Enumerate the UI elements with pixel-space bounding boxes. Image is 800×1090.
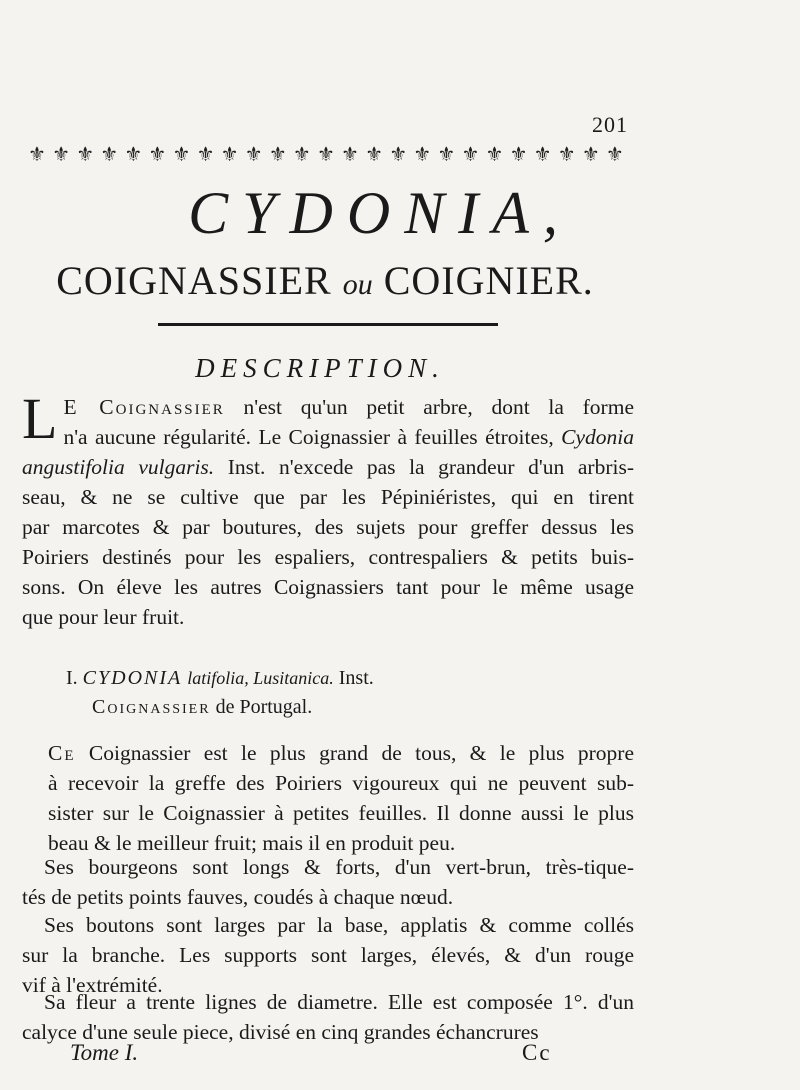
text-line <box>22 882 634 912</box>
fleur-de-lis-icon: ⚜ <box>196 142 215 166</box>
species-genus: CYDONIA <box>82 667 183 689</box>
text-run: Coignassier est le plus grand de tous, & le plus propre <box>75 741 634 765</box>
fleur-de-lis-icon: ⚜ <box>365 142 384 166</box>
fleur-de-lis-icon: ⚜ <box>100 142 119 166</box>
text-line <box>22 482 634 512</box>
fleur-de-lis-icon: ⚜ <box>581 142 600 166</box>
text-line <box>22 512 634 542</box>
text-run: beau & le meilleur fruit; mais il en produit peu. <box>48 831 456 855</box>
paragraph-5 <box>22 987 634 1047</box>
text-line <box>48 768 634 798</box>
subtitle-conjunction: ou <box>342 268 373 301</box>
text-line <box>22 542 634 572</box>
text-run: sur la branche. Les supports sont larges, élevés, & d'un rouge <box>22 943 634 967</box>
text-run: par marcotes & par boutures, des sujets pour greffer dessus les <box>22 515 634 539</box>
fleur-de-lis-icon: ⚜ <box>461 142 480 166</box>
fleur-de-lis-icon: ⚜ <box>316 142 335 166</box>
species-number: I. <box>66 667 78 689</box>
text-run: Poiriers destinés pour les espaliers, contrespaliers & petits buis- <box>22 545 634 569</box>
species-french-rest: de Portugal. <box>215 696 313 718</box>
fleur-de-lis-icon: ⚜ <box>28 142 46 166</box>
fleur-de-lis-icon: ⚜ <box>509 142 528 166</box>
text-line <box>22 852 634 882</box>
subtitle-left: COIGNASSIER <box>56 258 332 303</box>
fleur-de-lis-icon: ⚜ <box>389 142 408 166</box>
species-inst: Inst. <box>338 667 374 689</box>
page-number: 201 <box>592 112 628 137</box>
section-heading: DESCRIPTION. <box>195 353 445 383</box>
fleur-de-lis-icon: ⚜ <box>437 142 456 166</box>
text-run: que pour leur fruit. <box>22 605 185 629</box>
text-line <box>22 602 634 632</box>
species-epithet: latifolia, Lusitanica. <box>187 668 334 688</box>
fleur-de-lis-icon: ⚜ <box>124 142 143 166</box>
text-run: angustifolia vulgaris. <box>22 455 215 479</box>
text-run: calyce d'une seule piece, divisé en cinq grandes échancrures <box>22 1020 539 1044</box>
paragraph-2 <box>48 738 634 858</box>
fleur-de-lis-icon: ⚜ <box>148 142 167 166</box>
fleur-de-lis-icon: ⚜ <box>220 142 239 166</box>
text-line <box>22 452 634 482</box>
text-run: à recevoir la greffe des Poiriers vigoureux qui ne peuvent sub- <box>48 771 634 795</box>
drop-cap: L <box>22 386 58 451</box>
species-french-line <box>92 693 652 721</box>
text-run: E Coignassier <box>63 395 225 419</box>
text-run: Sa fleur a trente lignes de diametre. Elle est composée 1°. d'un <box>44 990 634 1014</box>
text-run: Ses bourgeons sont longs & forts, d'un vert-brun, très-tique- <box>44 855 634 879</box>
text-run: Ses boutons sont larges par la base, applatis & comme collés <box>44 913 634 937</box>
subtitle-right: COIGNIER. <box>383 258 594 303</box>
text-line <box>48 738 634 768</box>
text-run: n'est qu'un petit arbre, dont la forme <box>224 395 634 419</box>
text-run: Inst. n'excede pas la grandeur d'un arbris- <box>214 455 634 479</box>
fleur-de-lis-icon: ⚜ <box>268 142 287 166</box>
text-run: vif à l'extrémité. <box>22 973 163 997</box>
paragraph-3 <box>22 852 634 912</box>
fleur-de-lis-icon: ⚜ <box>292 142 311 166</box>
fleur-de-lis-icon: ⚜ <box>172 142 191 166</box>
intro-paragraph <box>22 386 634 632</box>
fleur-de-lis-icon: ⚜ <box>244 142 263 166</box>
page-subtitle <box>0 254 650 312</box>
fleur-de-lis-icon: ⚜ <box>557 142 576 166</box>
text-line <box>63 392 634 422</box>
fleur-de-lis-icon: ⚜ <box>605 142 624 166</box>
fleur-de-lis-icon: ⚜ <box>76 142 95 166</box>
species-french-name: Coignassier <box>92 696 211 718</box>
text-line <box>22 987 634 1017</box>
fleur-de-lis-icon: ⚜ <box>533 142 552 166</box>
text-line <box>22 940 634 970</box>
text-line <box>63 422 634 452</box>
footer-signature: Cc <box>522 1040 552 1065</box>
text-line <box>22 572 634 602</box>
text-run: seau, & ne se cultive que par les Pépiniéristes, qui en tirent <box>22 485 634 509</box>
fleur-de-lis-icon: ⚜ <box>341 142 359 166</box>
species-latin-line <box>66 664 626 692</box>
text-line <box>48 798 634 828</box>
text-run: tés de petits points fauves, coudés à chaque nœud. <box>22 885 454 909</box>
text-run: Ce <box>48 741 76 765</box>
title-rule <box>158 323 498 326</box>
fleur-de-lis-icon: ⚜ <box>52 142 71 166</box>
ornamental-border <box>26 140 626 168</box>
footer-volume: Tome I. <box>70 1040 139 1065</box>
page-title: CYDONIA, <box>188 180 572 246</box>
text-run: n'a aucune régularité. Le Coignassier à feuilles étroites, <box>63 425 562 449</box>
text-run: sister sur le Coignassier à petites feuilles. Il donne aussi le plus <box>48 801 634 825</box>
fleur-de-lis-icon: ⚜ <box>413 142 432 166</box>
fleur-de-lis-icon: ⚜ <box>485 142 504 166</box>
text-run: sons. On éleve les autres Coignassiers tant pour le même usage <box>22 575 634 599</box>
text-run: Cydonia <box>561 425 634 449</box>
text-line <box>22 910 634 940</box>
